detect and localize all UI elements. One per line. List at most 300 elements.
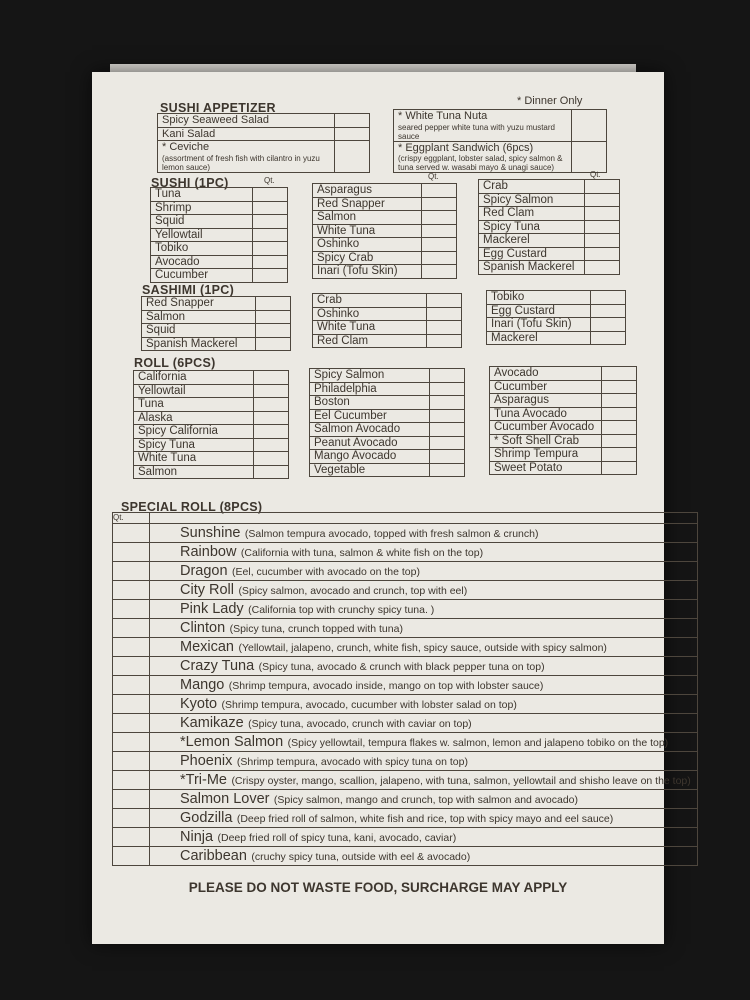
special-roll-item: [150, 847, 698, 866]
qty-box[interactable]: [585, 234, 620, 248]
roll-description: (California with tuna, salmon & white fish on the top): [240, 547, 484, 559]
menu-item-name: Red Snapper: [142, 297, 256, 311]
qty-box[interactable]: [113, 581, 150, 600]
appetizer-left-table: [157, 113, 370, 173]
qty-box[interactable]: [253, 201, 288, 215]
roll-description: (Eel, cucumber with avocado on the top): [232, 566, 420, 578]
menu-row: [134, 398, 289, 412]
menu-row: [310, 450, 465, 464]
qty-box[interactable]: [430, 463, 465, 477]
special-roll-item: [150, 790, 698, 809]
special-roll-item: [150, 562, 698, 581]
menu-item-name: Red Clam: [479, 207, 585, 221]
menu-row: [490, 394, 637, 408]
roll-name: Sunshine: [180, 525, 241, 541]
menu-row: [487, 331, 626, 345]
qty-box[interactable]: [254, 384, 289, 398]
menu-row: [479, 207, 620, 221]
special-roll-row: [113, 809, 698, 828]
roll-description: (Spicy tuna, avocado, crunch with caviar on top): [248, 718, 472, 730]
qty-box[interactable]: [602, 407, 637, 421]
roll-title: ROLL (6PCS): [134, 356, 216, 370]
qty-box[interactable]: [113, 676, 150, 695]
qty-box[interactable]: [430, 436, 465, 450]
item-name: * Ceviche: [162, 141, 210, 153]
qty-box[interactable]: [602, 367, 637, 381]
menu-item-name: Squid: [151, 215, 253, 229]
menu-row: [313, 251, 457, 265]
qty-box[interactable]: [113, 847, 150, 866]
qty-box[interactable]: [430, 409, 465, 423]
qty-box[interactable]: [253, 188, 288, 202]
menu-item-name: Shrimp: [151, 201, 253, 215]
special-roll-item: [150, 695, 698, 714]
special-roll-row: [113, 581, 698, 600]
appetizer-item: [158, 127, 335, 141]
item-description: (assortment of fresh fish with cilantro in yuzu lemon sauce): [162, 153, 320, 172]
menu-item-name: Oshinko: [313, 307, 427, 321]
dinner-only-note: * Dinner Only: [517, 95, 583, 107]
menu-item-name: California: [134, 371, 254, 385]
sushi-qty-label-2: Qt.: [428, 172, 439, 181]
roll-description: (Crispy oyster, mango, scallion, jalapeno, with tuna, salmon, yellowtail and shisho leave on the top): [231, 775, 691, 787]
menu-item-name: Avocado: [151, 255, 253, 269]
menu-item-name: Salmon: [142, 310, 256, 324]
special-roll-row: [113, 790, 698, 809]
roll-description: (Shrimp tempura, avocado with spicy tuna on top): [236, 756, 468, 768]
roll-description: (cruchy spicy tuna, outside with eel & avocado): [251, 851, 471, 863]
roll-description: (Deep fried roll of spicy tuna, kani, avocado, caviar): [217, 832, 457, 844]
qty-box[interactable]: [335, 141, 370, 173]
menu-row: [490, 380, 637, 394]
menu-item-name: Alaska: [134, 411, 254, 425]
special-title: SPECIAL ROLL (8PCS): [121, 500, 263, 514]
roll-name: Dragon: [180, 563, 228, 579]
menu-item-name: Tobiko: [151, 242, 253, 256]
item-description: (crispy eggplant, lobster salad, spicy salmon & tuna served w. wasabi mayo & unagi sauce): [398, 154, 563, 172]
roll-name: Mango: [180, 677, 225, 693]
qty-box[interactable]: [602, 461, 637, 475]
special-roll-row: [113, 676, 698, 695]
menu-item-name: Boston: [310, 396, 430, 410]
appetizer-item-row: [394, 110, 607, 142]
menu-row: [151, 188, 288, 202]
appetizer-item-row: [158, 127, 370, 141]
qty-box[interactable]: [591, 318, 626, 332]
menu-item-name: White Tuna: [134, 452, 254, 466]
special-roll-row: [113, 733, 698, 752]
menu-row: [134, 465, 289, 479]
qty-box[interactable]: [602, 434, 637, 448]
special-header-row: [113, 513, 698, 524]
menu-item-name: Salmon Avocado: [310, 423, 430, 437]
menu-row: [479, 193, 620, 207]
menu-row: [310, 409, 465, 423]
menu-row: [479, 261, 620, 275]
menu-row: [313, 211, 457, 225]
roll-name: Salmon Lover: [180, 791, 270, 807]
qty-box[interactable]: [585, 193, 620, 207]
menu-item-name: Cucumber Avocado: [490, 421, 602, 435]
roll-name: Crazy Tuna: [180, 658, 255, 674]
roll-name: Phoenix: [180, 753, 233, 769]
item-description: seared pepper white tuna with yuzu mustard sauce: [398, 122, 555, 141]
qty-box[interactable]: [254, 438, 289, 452]
roll-name: Kamikaze: [180, 715, 244, 731]
sashimi-col3-table: [486, 290, 626, 345]
roll-name: *Lemon Salmon: [180, 734, 284, 750]
menu-item-name: * Soft Shell Crab: [490, 434, 602, 448]
menu-row: [313, 307, 462, 321]
qty-box[interactable]: [256, 337, 291, 351]
menu-item-name: Spicy California: [134, 425, 254, 439]
menu-item-name: Spanish Mackerel: [142, 337, 256, 351]
qty-box[interactable]: [256, 310, 291, 324]
menu-item-name: Avocado: [490, 367, 602, 381]
sushi-qty-label-3: Qt.: [590, 170, 601, 179]
qty-box[interactable]: [113, 600, 150, 619]
roll-name: City Roll: [180, 582, 234, 598]
menu-row: [134, 452, 289, 466]
menu-item-name: Spicy Salmon: [310, 369, 430, 383]
menu-row: [142, 310, 291, 324]
item-name: * Eggplant Sandwich (6pcs): [398, 141, 534, 154]
menu-item-name: Shrimp Tempura: [490, 448, 602, 462]
qty-box[interactable]: [253, 255, 288, 269]
sushi-col2-table: [312, 183, 457, 279]
special-roll-item: [150, 543, 698, 562]
menu-item-name: Peanut Avocado: [310, 436, 430, 450]
qty-box[interactable]: [602, 448, 637, 462]
qty-box[interactable]: [254, 465, 289, 479]
sashimi-col1-table: [141, 296, 291, 351]
menu-row: [313, 294, 462, 308]
menu-row: [490, 448, 637, 462]
special-roll-item: [150, 657, 698, 676]
menu-row: [313, 265, 457, 279]
menu-item-name: Tuna: [151, 188, 253, 202]
qty-box[interactable]: [254, 398, 289, 412]
roll-description: (Spicy salmon, avocado and crunch, top with eel): [238, 585, 468, 597]
roll-col1-table: [133, 370, 289, 479]
qty-box[interactable]: [427, 294, 462, 308]
qty-box[interactable]: [585, 180, 620, 194]
sushi-col3-table: [478, 179, 620, 275]
menu-row: [487, 304, 626, 318]
qty-box[interactable]: [602, 421, 637, 435]
menu-item-name: Spicy Salmon: [479, 193, 585, 207]
menu-item-name: Yellowtail: [134, 384, 254, 398]
item-name: * White Tuna Nuta: [398, 110, 488, 122]
menu-row: [313, 224, 457, 238]
menu-row: [479, 234, 620, 248]
qty-box[interactable]: [591, 331, 626, 345]
roll-description: (Shrimp tempura, avocado inside, mango on top with lobster sauce): [228, 680, 544, 692]
qty-box[interactable]: [253, 242, 288, 256]
special-roll-row: [113, 847, 698, 866]
menu-item-name: Eel Cucumber: [310, 409, 430, 423]
roll-description: (Spicy tuna, avocado & crunch with black pepper tuna on top): [258, 661, 545, 673]
qty-box[interactable]: [254, 452, 289, 466]
special-roll-item: [150, 676, 698, 695]
appetizer-title: SUSHI APPETIZER: [160, 101, 276, 115]
menu-item-name: Asparagus: [313, 184, 422, 198]
appetizer-item: [158, 141, 335, 173]
menu-item-name: Spanish Mackerel: [479, 261, 585, 275]
special-roll-row: [113, 771, 698, 790]
menu-row: [313, 184, 457, 198]
menu-item-name: Tuna: [134, 398, 254, 412]
roll-description: (Yellowtail, jalapeno, crunch, white fish, spicy sauce, outside with spicy salmon): [238, 642, 607, 654]
roll-name: *Tri-Me: [180, 772, 227, 788]
menu-row: [479, 220, 620, 234]
qty-box[interactable]: [572, 141, 607, 173]
qty-box[interactable]: [430, 396, 465, 410]
menu-item-name: Mango Avocado: [310, 450, 430, 464]
roll-description: (Spicy yellowtail, tempura flakes w. salmon, lemon and jalapeno tobiko on the top): [287, 737, 669, 749]
qty-box[interactable]: [256, 324, 291, 338]
appetizer-item: [394, 110, 572, 142]
special-roll-row: [113, 828, 698, 847]
qty-box[interactable]: [585, 207, 620, 221]
qty-box[interactable]: [253, 269, 288, 283]
sushi-qty-label-1: Qt.: [264, 176, 275, 185]
special-roll-item: [150, 752, 698, 771]
qty-box[interactable]: [422, 211, 457, 225]
menu-item-name: Spicy Tuna: [479, 220, 585, 234]
roll-name: Clinton: [180, 620, 226, 636]
menu-row: [134, 371, 289, 385]
menu-row: [490, 367, 637, 381]
menu-row: [313, 197, 457, 211]
qty-box[interactable]: [113, 809, 150, 828]
qty-box[interactable]: [113, 562, 150, 581]
qty-box[interactable]: [113, 771, 150, 790]
qty-box[interactable]: [591, 304, 626, 318]
special-roll-row: [113, 543, 698, 562]
menu-row: [313, 334, 462, 348]
appetizer-item-row: [158, 141, 370, 173]
appetizer-item-row: [394, 141, 607, 173]
menu-row: [134, 438, 289, 452]
qty-box[interactable]: [422, 184, 457, 198]
menu-item-name: Squid: [142, 324, 256, 338]
qty-box[interactable]: [113, 752, 150, 771]
menu-row: [310, 382, 465, 396]
menu-item-name: Inari (Tofu Skin): [487, 318, 591, 332]
menu-row: [151, 215, 288, 229]
menu-item-name: Cucumber: [151, 269, 253, 283]
roll-name: Pink Lady: [180, 601, 244, 617]
qty-box[interactable]: [422, 224, 457, 238]
special-roll-table: [112, 512, 698, 866]
menu-row: [151, 269, 288, 283]
qty-box[interactable]: [113, 733, 150, 752]
menu-item-name: Cucumber: [490, 380, 602, 394]
qty-box[interactable]: [256, 297, 291, 311]
menu-item-name: Tobiko: [487, 291, 591, 305]
qty-box[interactable]: [602, 380, 637, 394]
menu-item-name: Egg Custard: [487, 304, 591, 318]
qty-box[interactable]: [585, 261, 620, 275]
sashimi-col2-table: [312, 293, 462, 348]
menu-row: [479, 180, 620, 194]
special-roll-row: [113, 752, 698, 771]
roll-name: Godzilla: [180, 810, 233, 826]
menu-row: [134, 384, 289, 398]
qty-box[interactable]: [585, 247, 620, 261]
menu-row: [490, 434, 637, 448]
qty-box[interactable]: [254, 371, 289, 385]
menu-item-name: Salmon: [134, 465, 254, 479]
menu-item-name: Oshinko: [313, 238, 422, 252]
special-roll-row: [113, 600, 698, 619]
qty-box[interactable]: [113, 695, 150, 714]
roll-col3-table: [489, 366, 637, 475]
menu-row: [151, 228, 288, 242]
qty-box[interactable]: [113, 638, 150, 657]
qty-box[interactable]: [113, 657, 150, 676]
menu-row: [151, 255, 288, 269]
appetizer-item: [394, 141, 572, 173]
menu-item-name: Yellowtail: [151, 228, 253, 242]
special-header-blank: [150, 513, 698, 524]
menu-item-name: White Tuna: [313, 321, 427, 335]
qty-box[interactable]: [591, 291, 626, 305]
menu-item-name: Egg Custard: [479, 247, 585, 261]
menu-item-name: Mackerel: [479, 234, 585, 248]
qty-box[interactable]: [113, 524, 150, 543]
special-roll-item: [150, 638, 698, 657]
item-name: Spicy Seaweed Salad: [162, 114, 270, 126]
qty-box[interactable]: [602, 394, 637, 408]
menu-row: [142, 337, 291, 351]
qty-box[interactable]: [422, 197, 457, 211]
special-roll-row: [113, 695, 698, 714]
menu-row: [310, 396, 465, 410]
special-roll-item: [150, 828, 698, 847]
menu-item-name: Sweet Potato: [490, 461, 602, 475]
menu-item-name: White Tuna: [313, 224, 422, 238]
qty-box[interactable]: [427, 307, 462, 321]
qty-box[interactable]: [113, 790, 150, 809]
qty-box[interactable]: [113, 714, 150, 733]
menu-row: [487, 291, 626, 305]
qty-box[interactable]: [113, 619, 150, 638]
roll-col2-table: [309, 368, 465, 477]
qty-box[interactable]: [422, 265, 457, 279]
menu-row: [134, 411, 289, 425]
menu-item-name: Salmon: [313, 211, 422, 225]
menu-row: [487, 318, 626, 332]
sashimi-title: SASHIMI (1PC): [142, 283, 235, 297]
menu-item-name: Red Clam: [313, 334, 427, 348]
special-roll-item: [150, 714, 698, 733]
special-roll-row: [113, 638, 698, 657]
special-roll-item: [150, 600, 698, 619]
qty-box[interactable]: [430, 450, 465, 464]
special-roll-item: [150, 809, 698, 828]
special-roll-row: [113, 714, 698, 733]
roll-name: Ninja: [180, 829, 214, 845]
menu-row: [310, 369, 465, 383]
menu-row: [490, 421, 637, 435]
roll-description: (Deep fried roll of salmon, white fish and rice, top with spicy mayo and eel sauce): [236, 813, 614, 825]
menu-row: [134, 425, 289, 439]
qty-box[interactable]: [422, 251, 457, 265]
roll-name: Kyoto: [180, 696, 218, 712]
menu-item-name: Crab: [313, 294, 427, 308]
menu-item-name: Spicy Crab: [313, 251, 422, 265]
special-roll-row: [113, 657, 698, 676]
menu-row: [313, 321, 462, 335]
qty-box[interactable]: [335, 114, 370, 128]
item-name: Kani Salad: [162, 127, 216, 140]
menu-row: [490, 407, 637, 421]
menu-item-name: Tuna Avocado: [490, 407, 602, 421]
menu-row: [151, 201, 288, 215]
menu-item-name: Vegetable: [310, 463, 430, 477]
qty-box[interactable]: [572, 110, 607, 142]
appetizer-item-row: [158, 114, 370, 128]
roll-name: Caribbean: [180, 848, 247, 864]
menu-item-name: Mackerel: [487, 331, 591, 345]
menu-item-name: Spicy Tuna: [134, 438, 254, 452]
roll-description: (California top with crunchy spicy tuna. ): [248, 604, 435, 616]
menu-row: [310, 436, 465, 450]
qty-box[interactable]: [335, 127, 370, 141]
qty-box[interactable]: [585, 220, 620, 234]
menu-row: [151, 242, 288, 256]
menu-item-name: Philadelphia: [310, 382, 430, 396]
roll-name: Rainbow: [180, 544, 237, 560]
qty-box[interactable]: [427, 321, 462, 335]
menu-item-name: Inari (Tofu Skin): [313, 265, 422, 279]
qty-box[interactable]: [113, 543, 150, 562]
special-roll-item: [150, 733, 698, 752]
qty-box[interactable]: [422, 238, 457, 252]
special-roll-row: [113, 524, 698, 543]
menu-row: [142, 297, 291, 311]
qty-box[interactable]: [113, 828, 150, 847]
special-roll-item: [150, 581, 698, 600]
menu-row: [479, 247, 620, 261]
qty-box[interactable]: [253, 215, 288, 229]
roll-name: Mexican: [180, 639, 234, 655]
qty-box[interactable]: [254, 425, 289, 439]
menu-row: [490, 461, 637, 475]
special-roll-item: [150, 771, 698, 790]
menu-item-name: Asparagus: [490, 394, 602, 408]
qty-box[interactable]: [430, 382, 465, 396]
surcharge-notice: PLEASE DO NOT WASTE FOOD, SURCHARGE MAY APPLY: [188, 880, 568, 895]
qty-box[interactable]: [430, 423, 465, 437]
menu-row: [310, 463, 465, 477]
special-roll-item: [150, 524, 698, 543]
qty-box[interactable]: [430, 369, 465, 383]
sushi-col1-table: [150, 187, 288, 283]
qty-column-label: Qt.: [113, 513, 150, 524]
appetizer-item: [158, 114, 335, 128]
qty-box[interactable]: [254, 411, 289, 425]
qty-box[interactable]: [253, 228, 288, 242]
appetizer-right-table: [393, 109, 607, 173]
menu-item-name: Crab: [479, 180, 585, 194]
menu-row: [313, 238, 457, 252]
menu-row: [142, 324, 291, 338]
qty-box[interactable]: [427, 334, 462, 348]
menu-row: [310, 423, 465, 437]
